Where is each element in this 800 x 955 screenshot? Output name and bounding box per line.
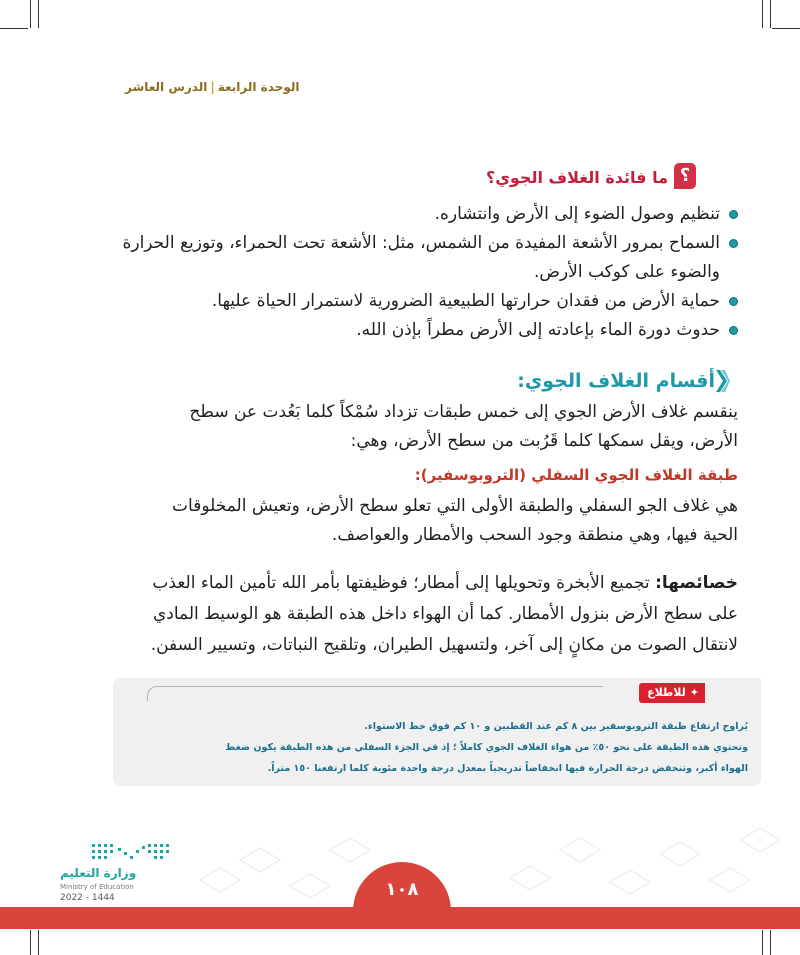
benefits-list: [58, 200, 738, 345]
text-line: الأرض، ويقل سمكها كلما قَرُبت من سطح الأرض، وهي:: [350, 431, 738, 451]
info-tag: ✦للاطلاع: [639, 683, 705, 703]
crop-mark: [762, 0, 763, 28]
crop-mark: [0, 28, 28, 29]
header-separator: |: [210, 80, 215, 94]
properties-lead: خصائصها:: [655, 573, 738, 593]
crop-mark: [30, 0, 31, 28]
section-title: أقسام الغلاف الجوي:: [517, 370, 715, 392]
bullet-icon: [729, 297, 738, 306]
edition-year: 2022 - 1444: [60, 893, 115, 903]
bullet-icon: [729, 210, 738, 219]
divisions-intro: [58, 398, 738, 456]
info-frame: [147, 686, 603, 701]
text-line: الهواء أكبر، وتنخفض درجة الحرارة فيها انخفاضاً تدريجياً بمعدل درجة واحدة مئوية كلما ارتفعنا ١٥٠ متراً.: [267, 763, 748, 774]
crop-mark: [770, 0, 771, 28]
running-header: [125, 80, 325, 94]
text-line: الحية فيها، وهي منطقة وجود السحب والأمطار والعواصف.: [331, 525, 738, 545]
text-line: ينقسم غلاف الأرض الجوي إلى خمس طبقات تزداد سُمْكاً كلما بَعُدت عن سطح: [189, 402, 738, 422]
crop-mark: [30, 930, 31, 955]
text-line: وتحتوي هذه الطبقة على نحو ٥٠٪ من هواء الغلاف الجوي كاملاً ؛ إذ في الجزء السفلي من هذه الطبقة يكون ضغط: [225, 742, 748, 753]
crop-mark: [772, 28, 800, 29]
list-item: حدوث دورة الماء بإعادته إلى الأرض مطراً بإذن الله.: [58, 316, 738, 345]
list-item-continuation: والضوء على كوكب الأرض.: [533, 262, 720, 282]
list-item: السماح بمرور الأشعة المفيدة من الشمس، مثل: الأشعة تحت الحمراء، وتوزيع الحرارة: [58, 229, 738, 258]
text-line: لانتقال الصوت من مكانٍ إلى آخر، ولتسهيل الطيران، وتلقيح النباتات، وتسيير السفن.: [150, 635, 738, 655]
ministry-name-ar: وزارة التعليم: [60, 866, 137, 880]
ministry-logo-icon: [92, 842, 170, 864]
bullet-icon: [729, 326, 738, 335]
header-unit: الوحدة الرابعة: [217, 80, 300, 94]
book-icon: ✦: [689, 686, 699, 699]
subsection-title: طبقة الغلاف الجوي السفلي (التروبوسفير):: [414, 466, 738, 484]
text-line: على سطح الأرض بنزول الأمطار. كما أن الهواء داخل هذه الطبقة هو الوسيط المادي: [152, 604, 738, 624]
double-chevron-icon: [716, 370, 730, 392]
question-title: ما فائدة الغلاف الجوي؟: [485, 168, 668, 187]
text-line: يُراوح ارتفاع طبقة التروبوسفير بين ٨ كم عند القطبين و ١٠ كم فوق خط الاستواء.: [364, 721, 748, 732]
troposphere-properties: [58, 568, 738, 661]
list-item: حماية الأرض من فقدان حرارتها الطبيعية الضرورية لاستمرار الحياة عليها.: [58, 287, 738, 316]
text-line: خصائصها: تجميع الأبخرة وتحويلها إلى أمطار؛ فوظيفتها بأمر الله تأمين الماء العذب: [152, 573, 738, 593]
ministry-name-en: Ministry of Education: [60, 883, 134, 891]
text-line: هي غلاف الجو السفلي والطبقة الأولى التي تعلو سطح الأرض، وتعيش المخلوقات: [172, 496, 738, 516]
info-text: [103, 716, 748, 779]
crop-mark: [38, 930, 39, 955]
crop-mark: [762, 930, 763, 955]
decorative-pattern: [180, 820, 780, 908]
page-number: ١٠٨: [353, 862, 451, 914]
troposphere-definition: [58, 492, 738, 550]
crop-mark: [770, 930, 771, 955]
list-item: تنظيم وصول الضوء إلى الأرض وانتشاره.: [58, 200, 738, 229]
crop-mark: [38, 0, 39, 28]
bullet-icon: [729, 239, 738, 248]
question-mark-icon: ؟: [674, 163, 696, 189]
header-lesson: الدرس العاشر: [125, 80, 208, 94]
